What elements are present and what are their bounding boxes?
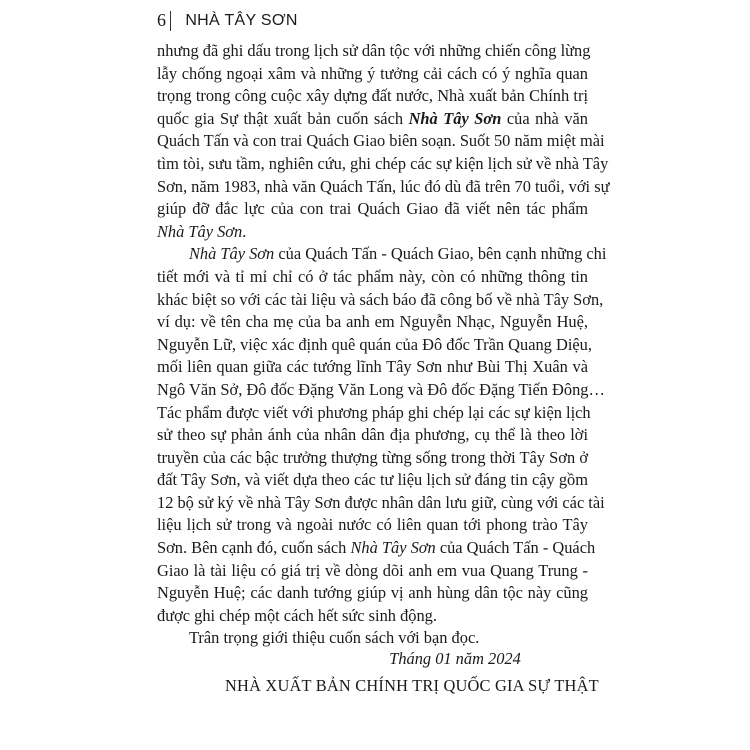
page-number: 6 [157, 10, 167, 30]
text-line [157, 605, 588, 628]
text-line [157, 108, 588, 131]
text-line [157, 243, 607, 266]
text-line [157, 40, 591, 63]
text-line [157, 289, 604, 312]
text-line [157, 582, 588, 605]
text-run: Quách Tấn và con trai Quách Giao biên soạn. Suốt 50 năm miệt mài [157, 131, 605, 151]
text-run: 12 bộ sử ký về nhà Tây Sơn được nhân dân lưu giữ, cùng với các tài [157, 492, 605, 512]
text-line [157, 402, 591, 425]
header-divider [170, 11, 171, 31]
text-line [157, 447, 588, 470]
text-run: đất Tây Sơn, và viết dựa theo các tư liệu lịch sử đáng tin cậy gồm [157, 470, 588, 490]
text-run: Tác phẩm được viết với phương pháp ghi chép lại các sự kiện lịch [157, 402, 591, 422]
text-run: . [242, 221, 247, 241]
body-text [157, 40, 610, 650]
text-run: của Quách Tấn - Quách Giao, bên cạnh những chi [274, 244, 607, 264]
text-run: Ngô Văn Sở, Đô đốc Đặng Văn Long và Đô đốc Đặng Tiến Đông… [157, 379, 605, 399]
text-run: Nguyễn Huệ; các danh tướng giúp vị anh hùng dân tộc này cũng [157, 583, 588, 603]
text-line [157, 198, 588, 221]
text-line [157, 537, 596, 560]
emphasized-text: Nhà Tây Sơn [189, 244, 275, 264]
text-run: truyền của các bậc trưởng thượng từng sống trong thời Tây Sơn ở [157, 447, 588, 467]
text-line [157, 176, 610, 199]
running-header [157, 10, 298, 31]
text-line [157, 221, 588, 244]
text-run: được ghi chép một cách hết sức sinh động. [157, 605, 437, 625]
text-run: tiết mới và tỉ mỉ chỉ có ở tác phẩm này, còn có những thông tin [157, 266, 588, 286]
text-line [157, 424, 588, 447]
text-line [157, 63, 588, 86]
text-run: tìm tòi, sưu tầm, nghiên cứu, ghi chép các sự kiện lịch sử về nhà Tây [157, 153, 609, 173]
text-line [157, 311, 588, 334]
text-line [157, 356, 588, 379]
text-line [157, 560, 588, 583]
text-line [157, 334, 592, 357]
text-run: của nhà văn [501, 108, 588, 128]
emphasized-text: Nhà Tây Sơn [408, 108, 502, 128]
text-run: Sơn. Bên cạnh đó, cuốn sách [157, 538, 351, 558]
text-line [157, 130, 605, 153]
text-run: Giao là tài liệu có giá trị về dòng dõi anh em vua Quang Trung - [157, 560, 588, 580]
text-run: Nguyễn Lữ, việc xác định quê quán của Đô đốc Trần Quang Diệu, [157, 334, 592, 354]
text-line [157, 627, 588, 650]
text-run: trọng trong công cuộc xây dựng đất nước, Nhà xuất bản Chính trị [157, 86, 588, 106]
text-run: khác biệt so với các tài liệu và sách báo đã công bố về nhà Tây Sơn, [157, 289, 604, 309]
text-run: liệu lịch sử trong và ngoài nước có liên quan tới phong trào Tây [157, 515, 588, 535]
text-line [157, 266, 588, 289]
text-line [157, 85, 588, 108]
signature-publisher: NHÀ XUẤT BẢN CHÍNH TRỊ QUỐC GIA SỰ THẬT [225, 676, 599, 695]
text-run: Sơn, năm 1983, nhà văn Quách Tấn, lúc đó dù đã trên 70 tuổi, với sự [157, 176, 610, 196]
text-run: lẫy chống ngoại xâm và những ý tưởng cải cách có ý nghĩa quan [157, 63, 588, 83]
emphasized-text: Nhà Tây Sơn [350, 538, 436, 558]
text-line [157, 469, 588, 492]
text-line [157, 379, 605, 402]
text-line [157, 514, 588, 537]
text-run: mối liên quan giữa các tướng lĩnh Tây Sơn như Bùi Thị Xuân và [157, 357, 588, 377]
text-run: Trân trọng giới thiệu cuốn sách với bạn đọc. [189, 628, 480, 648]
text-run: sử theo sự phản ánh của nhân dân địa phương, cụ thể là theo lời [157, 425, 588, 445]
signature-date: Tháng 01 năm 2024 [389, 649, 521, 668]
text-run: của Quách Tấn - Quách [435, 538, 596, 558]
text-line [157, 492, 605, 515]
running-title: NHÀ TÂY SƠN [185, 11, 298, 29]
text-run: ví dụ: về tên cha mẹ của ba anh em Nguyễn Nhạc, Nguyễn Huệ, [157, 312, 588, 332]
text-line [157, 153, 609, 176]
emphasized-text: Nhà Tây Sơn [157, 221, 243, 241]
text-run: quốc gia Sự thật xuất bản cuốn sách [157, 108, 409, 128]
text-run: nhưng đã ghi dấu trong lịch sử dân tộc với những chiến công lừng [157, 41, 591, 60]
text-run: giúp đỡ đắc lực của con trai Quách Giao đã viết nên tác phẩm [157, 199, 588, 219]
